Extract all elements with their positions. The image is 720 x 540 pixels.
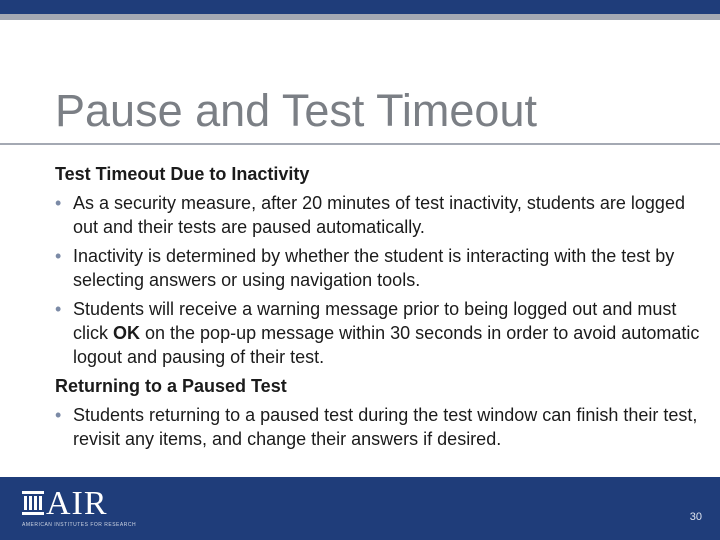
bullet-text: Students will receive a warning message prior to being logged out and must click (73, 299, 677, 343)
section-heading-returning: Returning to a Paused Test (55, 376, 287, 396)
section-heading-timeout: Test Timeout Due to Inactivity (55, 164, 310, 184)
title-divider (0, 143, 720, 145)
footer-bar (0, 477, 720, 540)
slide-title: Pause and Test Timeout (55, 85, 537, 136)
logo-text: AIR (46, 485, 108, 522)
logo-subtext: AMERICAN INSTITUTES FOR RESEARCH (22, 522, 137, 528)
slide-body (55, 162, 705, 451)
page-number: 30 (689, 511, 702, 523)
bullet-item: • As a security measure, after 20 minutes of test inactivity, students are logged out and their tests are paused automatically. (55, 191, 705, 239)
bullet-item: • Inactivity is determined by whether the student is interacting with the test by selecting answers or using navigation tools. (55, 244, 705, 292)
air-logo (22, 485, 137, 535)
bullet-item: • Students returning to a paused test during the test window can finish their test, revisit any items, and change their answers if desired. (55, 403, 705, 451)
bullet-text: on the pop-up message within 30 seconds in order to avoid automatic logout and pausing of their test. (73, 323, 700, 367)
top-stripe (0, 14, 720, 20)
bullet-bold-ok: OK (113, 323, 140, 343)
bullet-item-warning (55, 297, 705, 369)
building-columns-icon (22, 491, 44, 515)
top-banner (0, 0, 720, 14)
